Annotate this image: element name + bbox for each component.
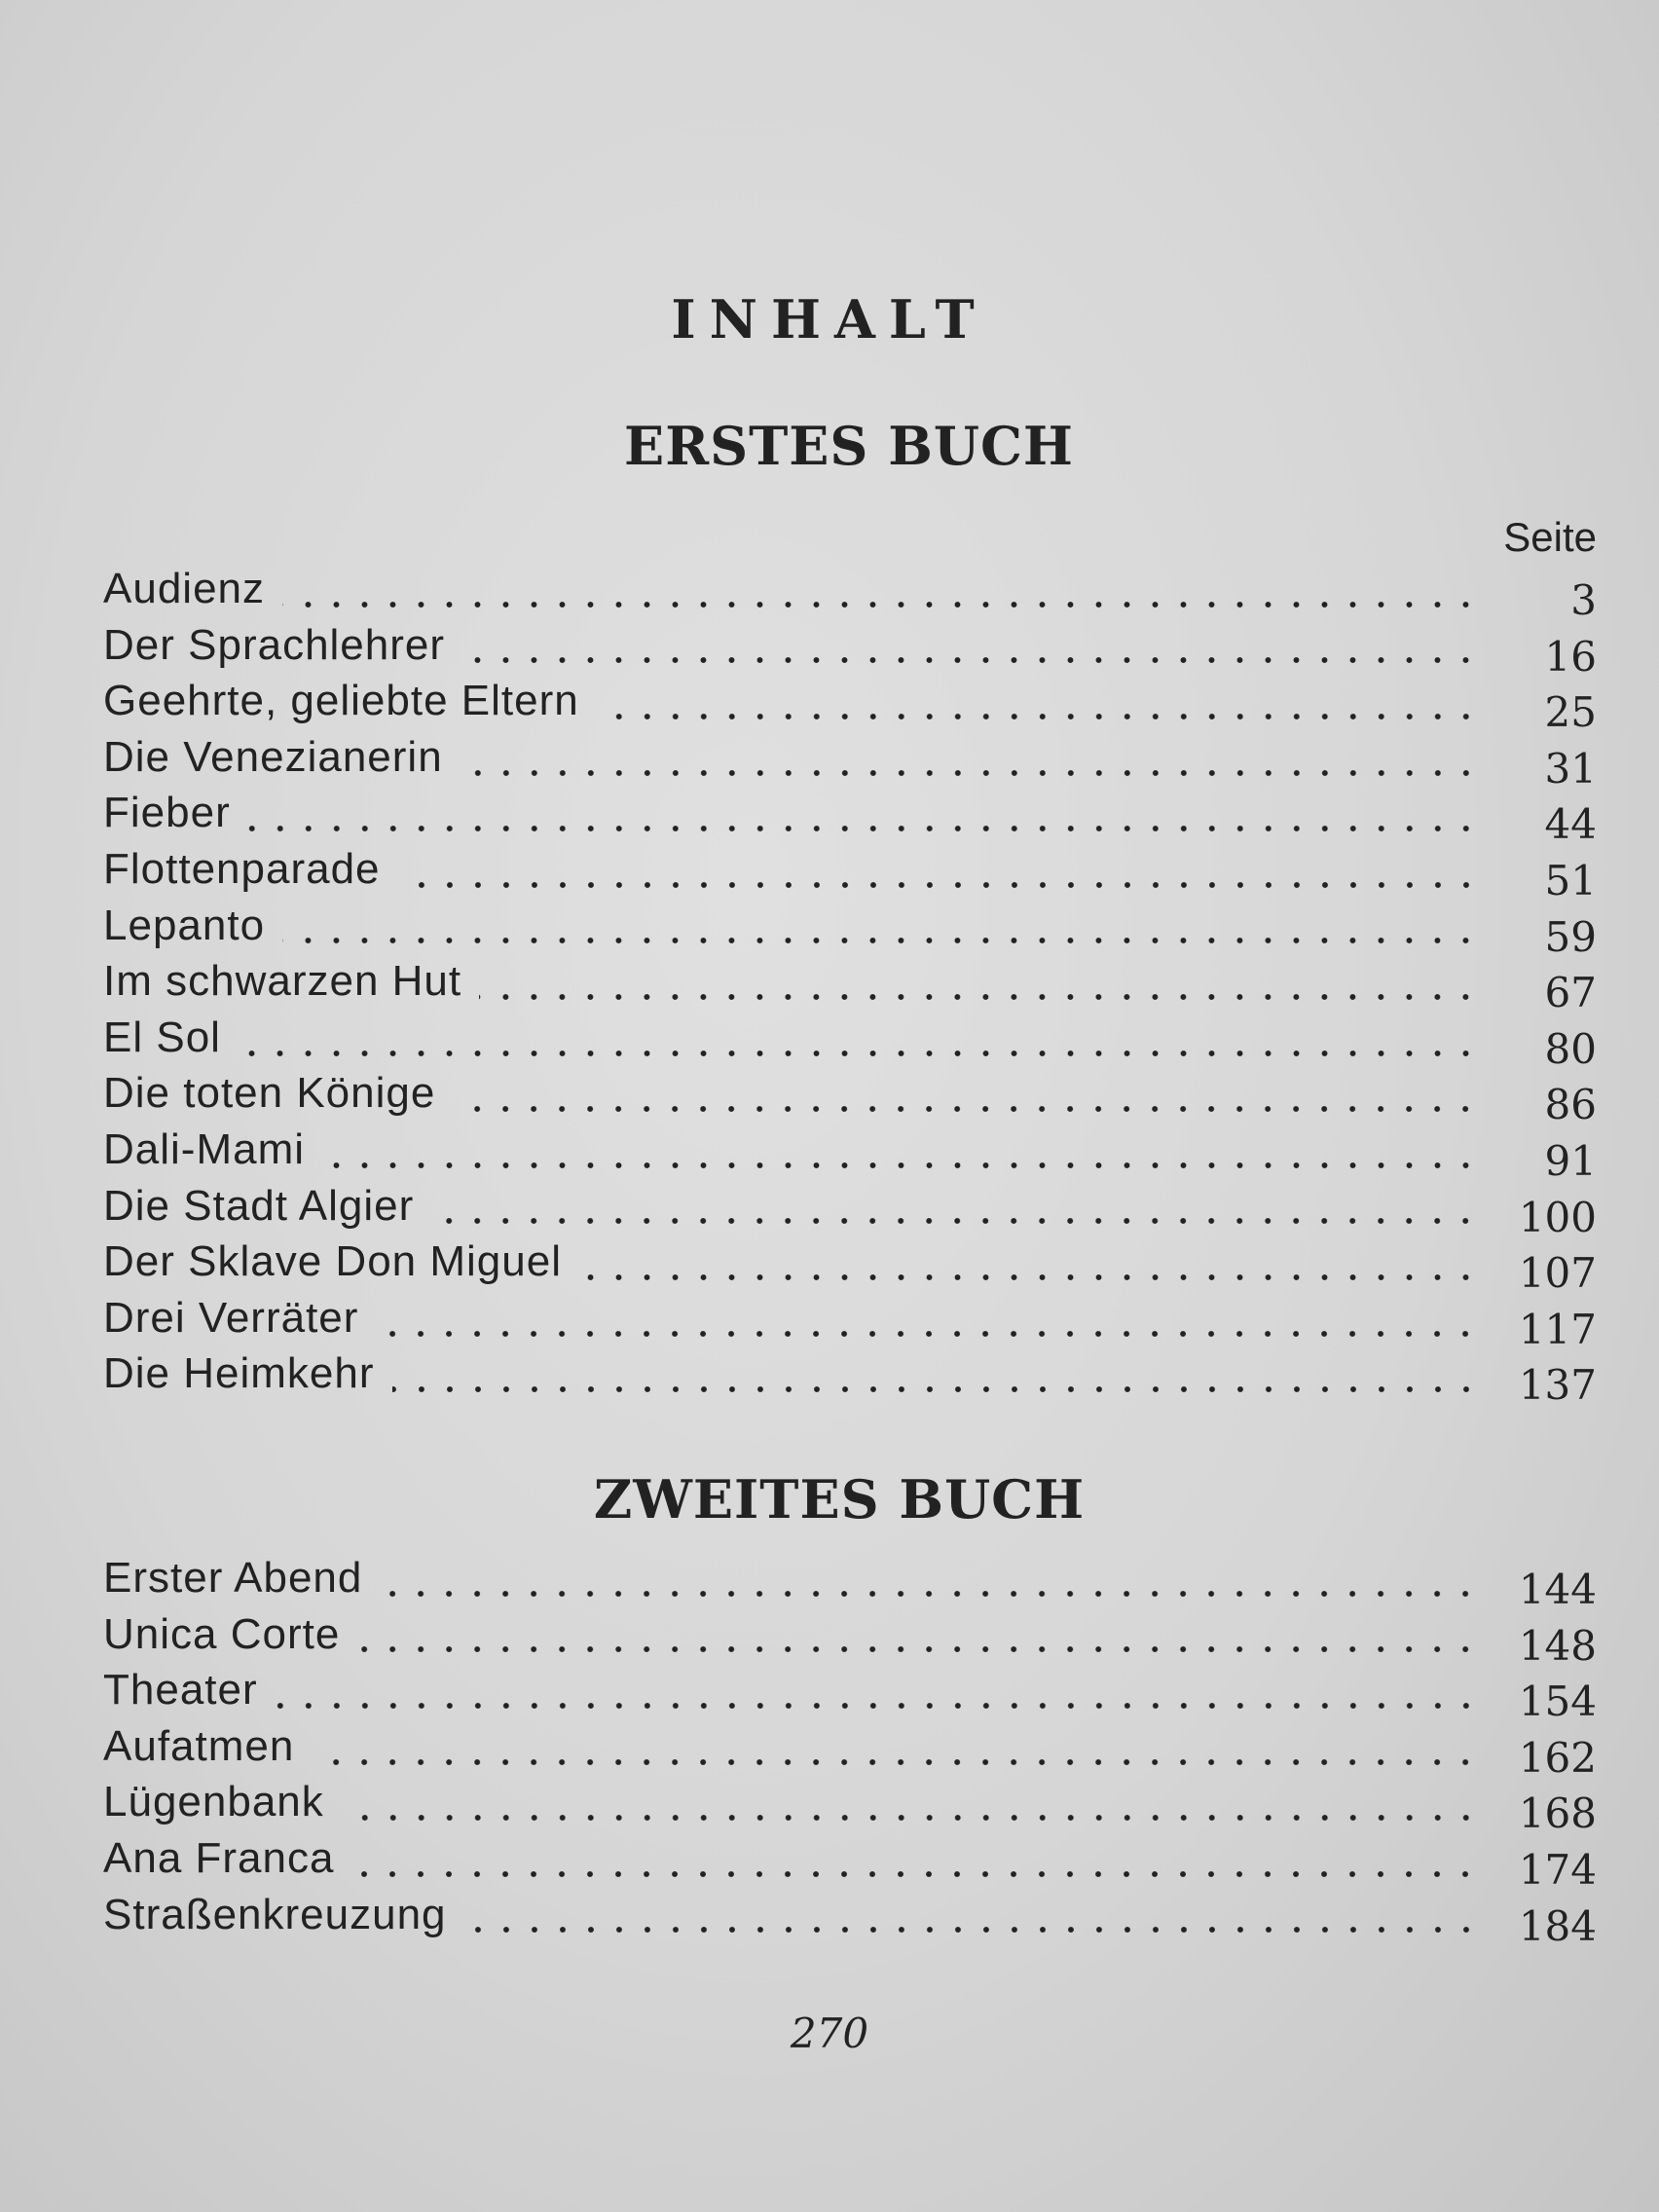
toc-entry-page: 51 [1544, 856, 1597, 904]
dot-leader [479, 993, 1480, 1001]
toc-entry-page: 59 [1544, 912, 1597, 961]
book-one-contents [103, 565, 1597, 1410]
toc-entry-title: Der Sklave Don Miguel [103, 1237, 562, 1286]
dot-leader [312, 1758, 1480, 1766]
dot-leader [398, 881, 1480, 889]
toc-entry-title: Die Stadt Algier [103, 1181, 415, 1230]
toc-entry-page: 184 [1518, 1901, 1597, 1950]
toc-entry-page: 3 [1570, 576, 1597, 624]
dot-leader [392, 1385, 1480, 1393]
toc-entry-page: 86 [1544, 1081, 1597, 1129]
toc-entry-title: Theater [103, 1666, 258, 1714]
dot-leader [282, 937, 1480, 944]
toc-entry-page: 31 [1544, 744, 1597, 793]
toc-entry-title: Lügenbank [103, 1778, 324, 1826]
toc-entry-title: Erster Abend [103, 1554, 363, 1602]
toc-entry [103, 677, 1597, 737]
toc-entry-title: Aufatmen [103, 1721, 295, 1770]
toc-entry-title: Geehrte, geliebte Eltern [103, 677, 579, 725]
toc-entry [103, 1666, 1597, 1726]
toc-entry-page: 80 [1544, 1024, 1597, 1073]
toc-entry-page: 168 [1518, 1789, 1597, 1838]
book-one-heading: ERSTES BUCH [624, 415, 1074, 477]
dot-leader [464, 1926, 1480, 1934]
book-two-contents [103, 1554, 1597, 1950]
toc-entry-page: 137 [1518, 1361, 1597, 1410]
dot-leader [453, 1105, 1480, 1113]
toc-entry-page: 16 [1544, 632, 1597, 681]
toc-entry [103, 1069, 1597, 1129]
toc-entry [103, 1349, 1597, 1410]
toc-entry [103, 1721, 1597, 1782]
dot-leader [282, 601, 1480, 608]
toc-entry [103, 901, 1597, 961]
toc-entry-title: El Sol [103, 1013, 221, 1061]
dot-leader [376, 1330, 1480, 1338]
toc-entry-page: 162 [1518, 1733, 1597, 1782]
book-two-heading: ZWEITES BUCH [593, 1468, 1086, 1530]
toc-entry-page: 44 [1544, 800, 1597, 849]
dot-leader [322, 1161, 1480, 1169]
toc-entry-title: Der Sprachlehrer [103, 620, 446, 669]
toc-entry [103, 957, 1597, 1017]
toc-entry [103, 1181, 1597, 1241]
toc-entry-page: 154 [1518, 1677, 1597, 1726]
page-title: INHALT [671, 288, 988, 350]
toc-entry-title: Dali-Mami [103, 1124, 305, 1173]
dot-leader [351, 1870, 1480, 1878]
dot-leader [461, 769, 1480, 777]
dot-leader [276, 1702, 1480, 1710]
toc-entry [103, 845, 1597, 902]
toc-entry-title: Straßenkreuzung [103, 1890, 447, 1938]
toc-entry-title: Drei Verräter [103, 1293, 359, 1342]
toc-entry-page: 91 [1544, 1136, 1597, 1185]
toc-entry [103, 1124, 1597, 1185]
toc-entry [103, 1890, 1597, 1950]
toc-entry [103, 1237, 1597, 1298]
dot-leader [380, 1590, 1480, 1598]
toc-entry [103, 1609, 1597, 1670]
toc-entry-title: Ana Franca [103, 1833, 335, 1882]
dot-leader [357, 1645, 1480, 1653]
toc-entry [103, 565, 1597, 624]
toc-entry-title: Flottenparade [103, 844, 381, 893]
dot-leader [248, 825, 1480, 832]
toc-entry-title: Im schwarzen Hut [103, 957, 462, 1006]
toc-entry-page: 148 [1518, 1621, 1597, 1670]
toc-entry-title: Fieber [103, 789, 231, 837]
dot-leader [342, 1814, 1480, 1822]
dot-leader [597, 713, 1480, 720]
toc-entry-title: Die Heimkehr [103, 1349, 375, 1398]
toc-entry-page: 100 [1518, 1193, 1597, 1241]
toc-entry [103, 732, 1597, 793]
toc-entry [103, 789, 1597, 849]
toc-entry-page: 67 [1544, 969, 1597, 1017]
dot-leader [579, 1273, 1480, 1281]
toc-entry-page: 174 [1518, 1845, 1597, 1894]
toc-entry-page: 25 [1544, 688, 1597, 737]
toc-entry [103, 620, 1597, 681]
toc-entry [103, 1293, 1597, 1353]
page-number: 270 [790, 2009, 869, 2057]
dot-leader [239, 1050, 1480, 1057]
toc-entry-page: 107 [1518, 1249, 1597, 1298]
dot-leader [462, 656, 1480, 664]
dot-leader [431, 1217, 1480, 1225]
toc-entry [103, 1013, 1597, 1073]
page-column-label: Seite [1503, 514, 1597, 560]
toc-entry [103, 1778, 1597, 1838]
toc-entry-title: Die toten Könige [103, 1069, 436, 1118]
toc-entry [103, 1833, 1597, 1894]
toc-entry-title: Audienz [103, 565, 266, 612]
toc-entry-title: Lepanto [103, 901, 266, 949]
toc-entry-page: 117 [1518, 1305, 1597, 1353]
toc-entry-title: Unica Corte [103, 1609, 341, 1658]
toc-entry-page: 144 [1518, 1566, 1597, 1613]
toc-entry-title: Die Venezianerin [103, 732, 443, 781]
toc-entry [103, 1554, 1597, 1613]
